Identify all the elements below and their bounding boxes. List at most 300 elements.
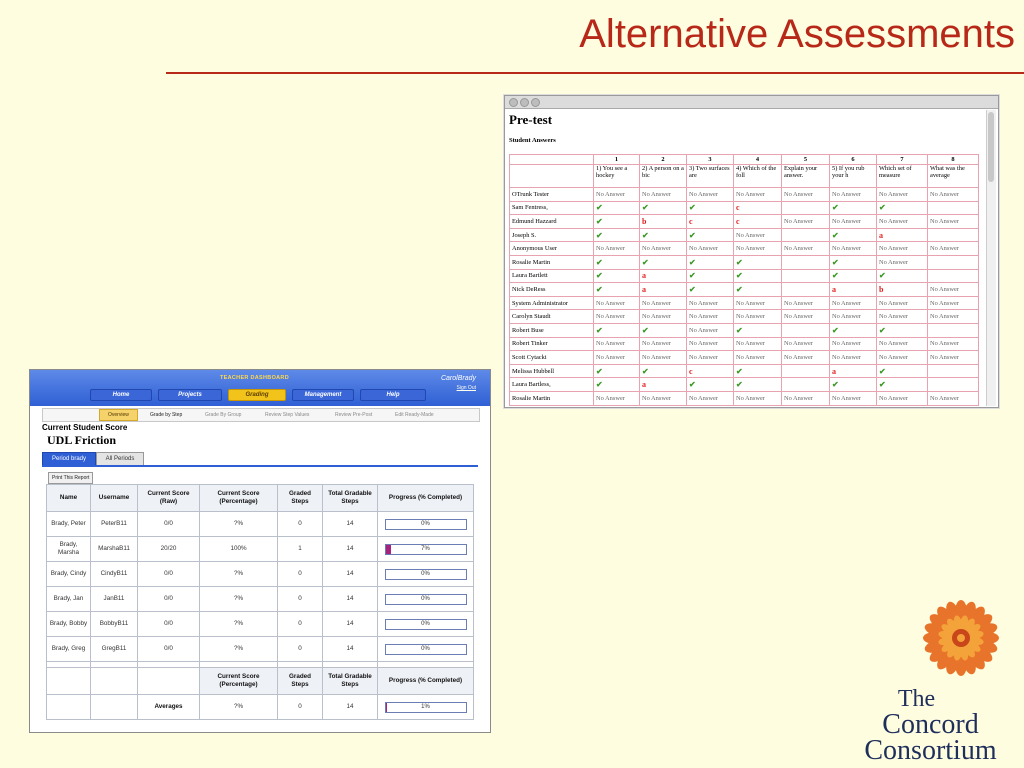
answer-cell [594,255,640,269]
correct-check-icon: ✔ [736,257,743,267]
answer-cell [830,378,877,392]
averages-row [47,695,474,720]
no-answer-text: No Answer [879,190,908,198]
answer-cell [594,310,640,324]
col-name: Name [47,485,91,512]
answer-cell [782,378,830,392]
wrong-answer-letter: a [642,380,646,390]
no-answer-text: No Answer [596,299,625,307]
no-answer-text: No Answer [832,340,861,348]
answer-cell [687,283,734,297]
no-answer-text: No Answer [689,299,718,307]
wrong-answer-letter: a [879,230,883,240]
answer-cell [594,378,640,392]
student-name: OTrunk Tester [510,188,594,202]
no-answer-text: No Answer [832,313,861,321]
student-answer-row [510,188,979,202]
username-cell: JanB11 [91,587,138,612]
pretest-scrollbar[interactable] [986,110,996,406]
progress-fill [386,545,392,554]
correct-check-icon: ✔ [879,271,886,281]
student-name: Joseph S. [510,228,594,242]
avg-col-graded: Graded Steps [278,668,323,695]
student-name: Nick DeRess [510,283,594,297]
graded-steps-cell: 0 [278,562,323,587]
answer-cell [594,269,640,283]
answer-cell [734,310,782,324]
correct-check-icon: ✔ [596,216,603,226]
table-row [47,562,474,587]
answer-cell [928,310,979,324]
nav-home[interactable]: Home [90,389,152,401]
percentage-cell: ?% [200,612,278,637]
raw-score-cell: 0/0 [138,612,200,637]
no-answer-text: No Answer [832,394,861,402]
answer-cell [830,337,877,351]
answer-cell [782,323,830,337]
correct-check-icon: ✔ [689,230,696,240]
student-name: Carolyn Staudt [510,310,594,324]
answer-cell [877,391,928,405]
nav-help[interactable]: Help [360,389,426,401]
nav-grading[interactable]: Grading [228,389,286,401]
question-number-7: 7 [877,155,928,165]
answer-cell [877,201,928,215]
answer-cell [782,364,830,378]
no-answer-text: No Answer [879,313,908,321]
correct-check-icon: ✔ [642,257,649,267]
student-name-cell: Brady, Bobby [47,612,91,637]
answer-cell [928,283,979,297]
answer-cell [877,242,928,256]
answer-cell [687,391,734,405]
wrong-answer-letter: b [879,284,884,294]
avg-progress-bar [385,702,467,713]
no-answer-text: No Answer [689,190,718,198]
col-total-steps: Total Gradable Steps [323,485,378,512]
progress-bar [385,619,467,630]
table-row [47,512,474,537]
answer-cell [830,188,877,202]
no-answer-text: No Answer [596,353,625,361]
student-answer-row [510,310,979,324]
answer-cell [830,351,877,365]
no-answer-text: No Answer [832,245,861,253]
correct-check-icon: ✔ [736,380,743,390]
logo-the: The [897,686,936,712]
correct-check-icon: ✔ [642,203,649,213]
pretest-heading: Pre-test [509,112,553,127]
nav-management[interactable]: Management [292,389,354,401]
no-answer-text: No Answer [689,313,718,321]
subnav-overview[interactable]: Overview [99,409,138,421]
student-name-cell: Brady, Marsha [47,537,91,562]
answer-cell [594,188,640,202]
avg-total: 14 [323,695,378,720]
correct-check-icon: ✔ [736,284,743,294]
percentage-cell: ?% [200,512,278,537]
correct-check-icon: ✔ [596,284,603,294]
no-answer-text: No Answer [736,340,765,348]
no-answer-text: No Answer [736,353,765,361]
answer-cell [687,296,734,310]
question-text-1: 1) You see a hockey [594,165,640,188]
username-cell: MarshaB11 [91,537,138,562]
no-answer-text: No Answer [642,313,671,321]
answer-cell [830,364,877,378]
subnav-grade-by-step[interactable]: Grade by Step [150,412,183,418]
answer-cell [594,283,640,297]
answer-cell [877,351,928,365]
pretest-titlebar [505,96,998,109]
subnav-grade-by-group[interactable]: Grade By Group [205,412,242,418]
raw-score-cell: 20/20 [138,537,200,562]
progress-bar [385,519,467,530]
correct-check-icon: ✔ [689,257,696,267]
progress-bar [385,569,467,580]
no-answer-text: No Answer [879,299,908,307]
answer-cell [830,215,877,229]
student-name-cell: Brady, Cindy [47,562,91,587]
answer-cell [830,391,877,405]
student-name: Edmund Hazzard [510,215,594,229]
answer-cell [877,323,928,337]
progress-cell [378,587,474,612]
answer-cell [928,323,979,337]
answer-cell [928,188,979,202]
answer-cell [734,364,782,378]
answer-cell [687,378,734,392]
tab-all-periods[interactable]: All Periods [96,452,144,466]
col-progress: Progress (% Completed) [378,485,474,512]
username-cell: GregB11 [91,637,138,662]
no-answer-text: No Answer [930,394,959,402]
correct-check-icon: ✔ [642,325,649,335]
question-number-5: 5 [782,155,830,165]
dashboard-title: TEACHER DASHBOARD [220,375,289,381]
answer-cell [782,351,830,365]
progress-text: 0% [421,620,430,627]
answer-cell [782,310,830,324]
title-divider [166,72,1024,74]
blank-footer-cell [47,668,91,695]
question-number-1: 1 [594,155,640,165]
blank-question-cell [510,165,594,188]
answer-cell [877,283,928,297]
percentage-cell: ?% [200,562,278,587]
answer-cell [782,269,830,283]
user-name: CarolBrady [440,375,476,382]
answer-cell [782,188,830,202]
no-answer-text: No Answer [930,285,959,293]
minimize-window-button[interactable] [520,98,529,107]
no-answer-text: No Answer [642,394,671,402]
answer-cell [928,201,979,215]
graded-steps-cell: 0 [278,637,323,662]
subnav-review-pre-post[interactable]: Review Pre-Post [335,412,373,418]
table-row [47,637,474,662]
no-answer-text: No Answer [736,394,765,402]
answer-cell [687,255,734,269]
answer-cell [640,351,687,365]
answer-cell [928,364,979,378]
progress-bar [385,594,467,605]
answer-cell [877,364,928,378]
blank-avg-cell [91,695,138,720]
answer-cell [687,269,734,283]
subnav-edit-ready-made[interactable]: Edit Ready-Made [395,412,434,418]
question-number-row [510,155,979,165]
print-report-button[interactable]: Print This Report [48,472,93,484]
wrong-answer-letter: c [736,203,740,213]
total-steps-cell: 14 [323,537,378,562]
no-answer-text: No Answer [879,340,908,348]
correct-check-icon: ✔ [596,325,603,335]
answer-cell [877,228,928,242]
avg-col-percentage: Current Score (Percentage) [200,668,278,695]
answer-cell [734,201,782,215]
concord-sunburst-logo [905,598,1017,678]
question-number-3: 3 [687,155,734,165]
section-title: Current Student Score [42,423,128,432]
sign-out-link[interactable]: Sign Out [456,385,476,391]
question-text-4: 4) Which of the foll [734,165,782,188]
student-name: Melissa Hubbell [510,364,594,378]
raw-score-cell: 0/0 [138,512,200,537]
answer-cell [640,215,687,229]
student-answers-table [509,154,979,406]
answer-cell [640,255,687,269]
student-name: Laura Bartlett [510,269,594,283]
tab-period-brady[interactable]: Period brady [42,452,96,466]
answer-cell [877,188,928,202]
tab-underline [42,465,478,467]
answer-cell [877,215,928,229]
percentage-cell: 100% [200,537,278,562]
answer-cell [734,188,782,202]
student-answer-row [510,378,979,392]
student-answer-row [510,351,979,365]
answer-cell [594,215,640,229]
avg-percentage: ?% [200,695,278,720]
question-text-6: 5) If you rub your h [830,165,877,188]
answer-cell [594,323,640,337]
avg-col-total: Total Gradable Steps [323,668,378,695]
answer-cell [734,255,782,269]
question-text-3: 3) Two surfaces are [687,165,734,188]
answer-cell [734,323,782,337]
answer-cell [687,228,734,242]
answer-cell [640,323,687,337]
answer-cell [877,255,928,269]
col-percentage: Current Score (Percentage) [200,485,278,512]
question-text-2: 2) A person on a bic [640,165,687,188]
no-answer-text: No Answer [642,353,671,361]
answer-cell [928,296,979,310]
no-answer-text: No Answer [784,299,813,307]
raw-score-cell: 0/0 [138,637,200,662]
username-cell: CindyB11 [91,562,138,587]
answer-cell [877,310,928,324]
answer-cell [782,242,830,256]
answer-cell [687,215,734,229]
answer-cell [687,188,734,202]
student-answer-row [510,391,979,405]
dashboard-header [30,370,490,406]
answer-cell [830,296,877,310]
correct-check-icon: ✔ [596,380,603,390]
answer-cell [640,391,687,405]
graded-steps-cell: 1 [278,537,323,562]
no-answer-text: No Answer [832,299,861,307]
nav-projects[interactable]: Projects [158,389,222,401]
no-answer-text: No Answer [689,340,718,348]
no-answer-text: No Answer [642,340,671,348]
answer-cell [640,296,687,310]
answer-cell [928,269,979,283]
no-answer-text: No Answer [596,394,625,402]
no-answer-text: No Answer [879,217,908,225]
username-cell: PeterB11 [91,512,138,537]
logo-center-dot [957,634,965,642]
answer-cell [782,228,830,242]
no-answer-text: No Answer [930,353,959,361]
subnav-review-step-values[interactable]: Review Step Values [265,412,310,418]
progress-cell [378,562,474,587]
no-answer-text: No Answer [642,190,671,198]
correct-check-icon: ✔ [832,380,839,390]
concord-logo-text [848,686,1013,764]
wrong-answer-letter: a [642,271,646,281]
answer-cell [782,391,830,405]
answer-cell [594,201,640,215]
col-username: Username [91,485,138,512]
progress-text: 0% [421,570,430,577]
progress-text: 0% [421,595,430,602]
answer-cell [830,323,877,337]
answer-cell [594,364,640,378]
student-answer-row [510,255,979,269]
answer-cell [928,337,979,351]
avg-progress-cell [378,695,474,720]
avg-graded: 0 [278,695,323,720]
no-answer-text: No Answer [930,299,959,307]
answer-cell [877,378,928,392]
correct-check-icon: ✔ [736,271,743,281]
student-name-cell: Brady, Greg [47,637,91,662]
student-name: Rosalie Martin [510,391,594,405]
wrong-answer-letter: a [832,366,836,376]
correct-check-icon: ✔ [689,271,696,281]
table-row [47,612,474,637]
answer-cell [928,242,979,256]
avg-progress-text: 1% [421,703,430,710]
answer-cell [640,269,687,283]
no-answer-text: No Answer [930,313,959,321]
answer-cell [782,255,830,269]
answer-cell [594,391,640,405]
student-name-cell: Brady, Peter [47,512,91,537]
student-name-cell: Brady, Jan [47,587,91,612]
blank-header-cell [510,155,594,165]
answer-cell [734,269,782,283]
no-answer-text: No Answer [930,245,959,253]
answer-cell [928,351,979,365]
total-steps-cell: 14 [323,512,378,537]
answer-cell [830,283,877,297]
correct-check-icon: ✔ [832,271,839,281]
correct-check-icon: ✔ [879,366,886,376]
answer-cell [687,351,734,365]
progress-cell [378,537,474,562]
total-steps-cell: 14 [323,562,378,587]
answer-cell [830,201,877,215]
pretest-scroll-thumb[interactable] [988,112,994,182]
no-answer-text: No Answer [930,340,959,348]
percentage-cell: ?% [200,587,278,612]
correct-check-icon: ✔ [879,203,886,213]
question-number-4: 4 [734,155,782,165]
avg-col-progress: Progress (% Completed) [378,668,474,695]
logo-concord: Concord [882,709,979,740]
progress-cell [378,612,474,637]
no-answer-text: No Answer [689,326,718,334]
correct-check-icon: ✔ [689,380,696,390]
student-answer-row [510,269,979,283]
answer-cell [830,255,877,269]
answer-cell [734,242,782,256]
no-answer-text: No Answer [879,258,908,266]
answer-cell [734,391,782,405]
answer-cell [594,351,640,365]
student-answer-row [510,228,979,242]
answer-cell [830,228,877,242]
correct-check-icon: ✔ [879,380,886,390]
wrong-answer-letter: c [736,216,740,226]
answer-cell [640,242,687,256]
score-table-header [47,485,474,512]
answer-cell [687,310,734,324]
student-answer-row [510,296,979,310]
progress-text: 7% [421,545,430,552]
question-text-5: Explain your answer. [782,165,830,188]
total-steps-cell: 14 [323,587,378,612]
answer-cell [734,215,782,229]
correct-check-icon: ✔ [689,203,696,213]
no-answer-text: No Answer [736,190,765,198]
graded-steps-cell: 0 [278,587,323,612]
close-window-button[interactable] [509,98,518,107]
progress-cell [378,512,474,537]
blank-footer-cell [138,668,200,695]
no-answer-text: No Answer [832,353,861,361]
correct-check-icon: ✔ [596,257,603,267]
zoom-window-button[interactable] [531,98,540,107]
no-answer-text: No Answer [736,313,765,321]
no-answer-text: No Answer [832,217,861,225]
pretest-window [504,95,999,408]
blank-footer-cell [91,668,138,695]
no-answer-text: No Answer [930,217,959,225]
wrong-answer-letter: a [642,284,646,294]
answer-cell [928,391,979,405]
no-answer-text: No Answer [596,340,625,348]
project-title: UDL Friction [47,433,116,447]
answer-cell [734,228,782,242]
answer-cell [594,242,640,256]
student-name: Sam Fentress, [510,201,594,215]
table-row [47,537,474,562]
